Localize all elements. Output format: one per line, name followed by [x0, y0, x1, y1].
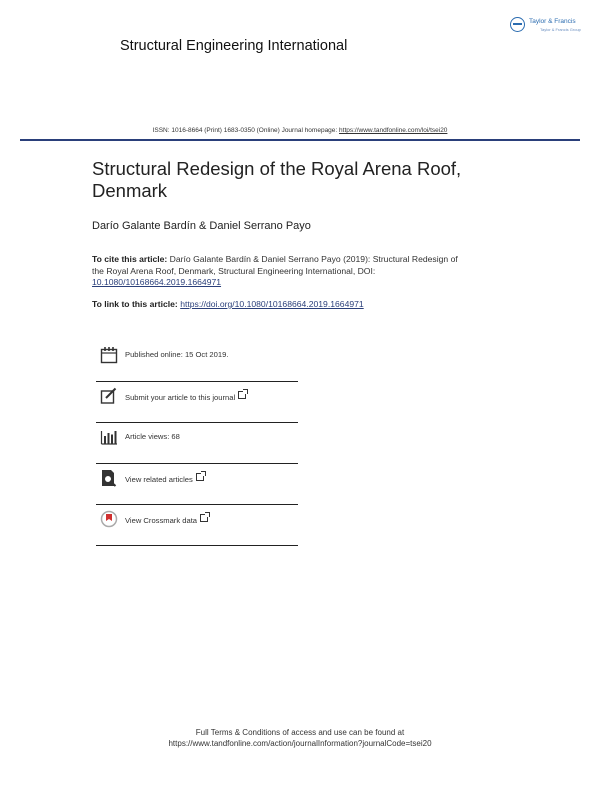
article-views-label: Article views: 68 [125, 432, 180, 441]
edit-icon [100, 387, 118, 405]
issn-line [0, 127, 600, 134]
bar-chart-icon [100, 428, 118, 446]
journal-homepage-link[interactable]: https://www.tandfonline.com/loi/tsei20 [339, 127, 448, 134]
related-articles-item[interactable] [96, 464, 298, 505]
publisher-logo [510, 16, 590, 38]
journal-title: Structural Engineering International [120, 38, 348, 54]
footer-terms-text: Full Terms & Conditions of access and use can be found at [195, 728, 405, 737]
calendar-icon [100, 346, 118, 364]
crossmark-item[interactable] [96, 505, 298, 546]
footer-terms-link[interactable]: https://www.tandfonline.com/action/journalInformation?journalCode=tsei20 [168, 739, 432, 748]
article-views-item [96, 423, 298, 464]
citation-block [92, 254, 472, 289]
published-online-item [96, 341, 298, 382]
crossmark-icon [100, 510, 118, 528]
article-doi-link[interactable]: https://doi.org/10.1080/10168664.2019.1664971 [180, 299, 364, 309]
submit-article-item[interactable] [96, 382, 298, 423]
citation-text: Darío Galante Bardín & Daniel Serrano Payo (2019): Structural Redesign of the Royal Arena Roof, Denmark, Structural Engineering International, DOI: [92, 254, 458, 276]
header-divider [20, 139, 580, 141]
submit-article-link[interactable]: Submit your article to this journal [125, 391, 246, 402]
publisher-name: Taylor & Francis [529, 18, 576, 25]
related-articles-link[interactable]: View related articles [125, 473, 204, 484]
article-authors: Darío Galante Bardín & Daniel Serrano Payo [92, 220, 311, 232]
external-link-icon [196, 473, 204, 481]
article-link-block [92, 299, 364, 309]
external-link-icon [238, 391, 246, 399]
external-link-icon [200, 514, 208, 522]
article-title: Structural Redesign of the Royal Arena Roof, Denmark [92, 158, 462, 201]
citation-label: To cite this article: [92, 254, 168, 264]
publisher-tagline: Taylor & Francis Group [540, 27, 581, 32]
article-link-label: To link to this article: [92, 299, 181, 309]
citation-doi-link[interactable]: 10.1080/10168664.2019.1664971 [92, 277, 222, 288]
published-online-label: Published online: 15 Oct 2019. [125, 350, 229, 359]
footer [0, 727, 600, 749]
publisher-logo-icon [510, 17, 525, 32]
search-document-icon [100, 469, 118, 487]
crossmark-link[interactable]: View Crossmark data [125, 514, 208, 525]
issn-text: ISSN: 1016-8664 (Print) 1683-0350 (Online) Journal homepage: [152, 127, 340, 134]
